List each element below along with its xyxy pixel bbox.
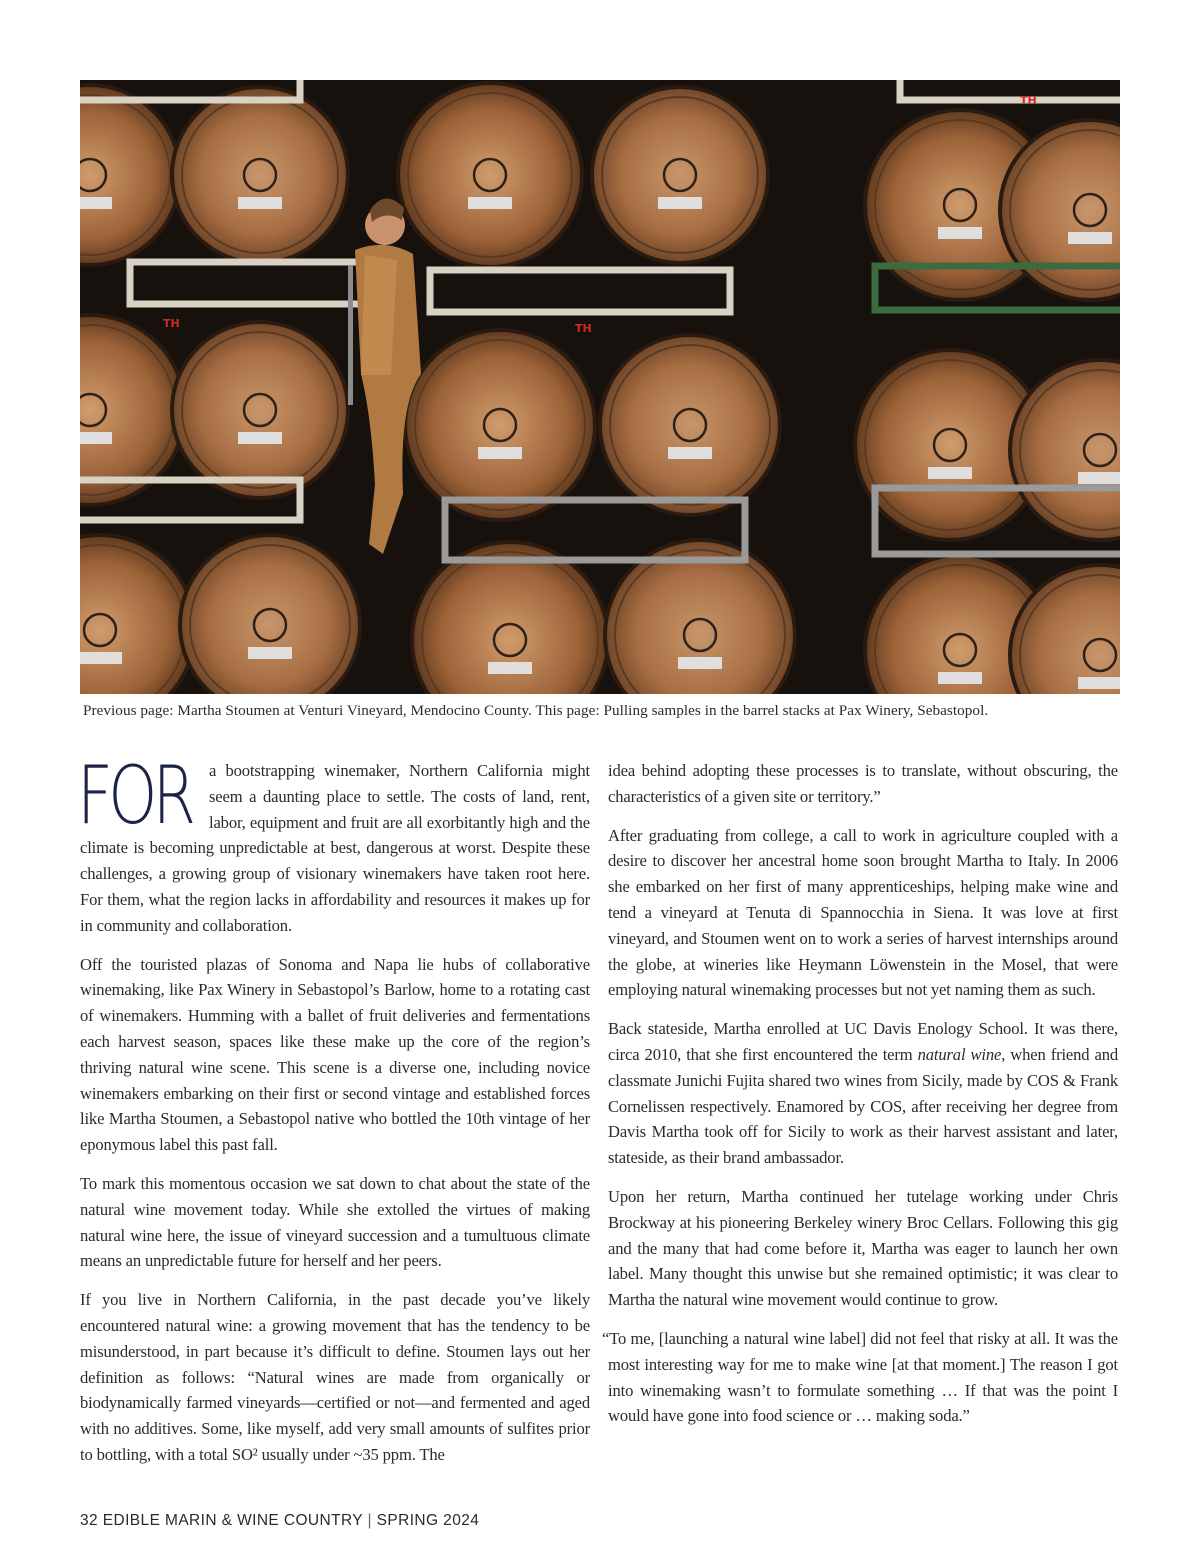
barrel-label: [468, 197, 512, 209]
body-paragraph: Upon her return, Martha continued her tutelage working under Chris Brockway at his pioneering Berkeley winery Broc Cellars. Following this gig and the many that had come before it, Martha was eager to launch her own label. Many thought this unwise but she remained optimistic; it was clear to Martha the natural wine movement would continue to grow.: [608, 1186, 1118, 1310]
barrel-label: [938, 227, 982, 239]
wine-barrel: [172, 322, 348, 498]
emphasis-term: natural wine: [917, 1044, 1002, 1064]
paragraph-text: Back stateside, Martha enrolled at UC Davis Enology School. It was there, circa 2010, that she first encountered the term: [608, 1019, 1118, 1064]
barrel-label: [1078, 677, 1120, 689]
barrel-label: [238, 432, 282, 444]
paragraph-text: a bootstrapping winemaker, Northern California might seem a daunting place to settle. The costs of land, rent, labor, equipment and fruit are all exorbitantly high and the climate is becoming unpredictable at best, dangerous at worst. Despite these challenges, a growing group of visionary winemakers have taken root here. For them, what the region lacks in affordability and resources it makes up for in community and collaboration.: [80, 761, 590, 935]
rack-mark: TH: [163, 317, 180, 330]
wine-barrel: [180, 535, 360, 694]
barrel-label: [80, 652, 122, 664]
body-paragraph: After graduating from college, a call to work in agriculture coupled with a desire to discover her ancestral home soon brought Martha to Italy. In 2006 she embarked on her first of many apprenticeships, helping make wine and tend a vineyard at Tenuta di Spannocchia in Siena. It was love at first vineyard, and Stoumen went on to work a series of harvest internships around the globe, at wineries like Heymann Löwenstein in the Mosel, that were employing natural winemaking processes but not yet naming them as such.: [608, 825, 1118, 1000]
photo-caption: Previous page: Martha Stoumen at Venturi Vineyard, Mendocino County. This page: Pulling samples in the barrel stacks at Pax Winery, Sebastopol.: [83, 702, 989, 719]
wine-barrel: [600, 335, 780, 515]
page-footer: [80, 1512, 479, 1530]
body-paragraph: Off the touristed plazas of Sonoma and Napa lie hubs of collaborative winemaking, like Pax Winery in Sebastopol’s Barlow, home to a rotating cast of winemakers. Humming with a ballet of fruit deliveries and fermentations each harvest season, spaces like these make up the core of the region’s thriving natural wine scene. This scene is a diverse one, including novice winemakers embarking on their first or second vintage and established forces like Martha Stoumen, a Sebastopol native who bottled the 10th vintage of her eponymous label this past fall.: [80, 954, 590, 1155]
barrel-photo-icon: [80, 80, 1120, 694]
wine-barrel: [172, 87, 348, 263]
barrel-label: [928, 467, 972, 479]
rack-mark: TH: [575, 322, 592, 335]
barrel-label: [1068, 232, 1112, 244]
barrel-label: [668, 447, 712, 459]
barrel-label: [80, 197, 112, 209]
body-paragraph: To mark this momentous occasion we sat down to chat about the state of the natural wine movement today. While she extolled the virtues of making natural wine here, the issue of vineyard succession and a tumultuous climate means an unpredictable future for herself and her peers.: [80, 1173, 590, 1271]
barrel-label: [678, 657, 722, 669]
wine-barrel: [398, 83, 582, 267]
wine-barrel: [592, 87, 768, 263]
page-number: 32: [80, 1512, 99, 1529]
body-paragraph: If you live in Northern California, in the past decade you’ve likely encountered natural wine: a growing movement that has the tendency to be misunderstood, in part because it’s difficult to define. Stoumen lays out her definition as follows: “Natural wines are made from organically or biodynamically farmed vineyards—certified or not—and fermented and aged with no additives. Some, like myself, add very small amounts of sulfites prior to bottling, with a total SO² usually under ~35 ppm. The: [80, 1290, 590, 1464]
wine-barrel: [405, 330, 595, 520]
article-column-right: [602, 758, 1118, 1442]
barrel-label: [80, 432, 112, 444]
barrel-label: [658, 197, 702, 209]
barrel-label: [488, 662, 532, 674]
barrel-label: [478, 447, 522, 459]
publication-name: EDIBLE MARIN & WINE COUNTRY: [102, 1512, 363, 1529]
rack-mark: TH: [1020, 94, 1037, 107]
barrel-label: [938, 672, 982, 684]
body-paragraph: [608, 1016, 1118, 1171]
barrel-label: [1078, 472, 1120, 484]
lead-paragraph: [77, 749, 590, 939]
barrel-label: [248, 647, 292, 659]
barrel-label: [238, 197, 282, 209]
pull-quote-paragraph: “To me, [launching a natural wine label] did not feel that risky at all. It was the most interesting way for me to make wine [at that moment.] The reason I got into winemaking wasn’t to formulate something … If that was the point I would have gone into food science or … making soda.”: [602, 1328, 1118, 1426]
drop-cap: FOR: [77, 749, 192, 842]
barrel-photo: [80, 80, 1120, 694]
footer-separator: |: [367, 1512, 372, 1529]
issue-label: SPRING 2024: [376, 1512, 480, 1529]
paragraph-text: , when friend and classmate Junichi Fujita shared two wines from Sicily, made by COS & Frank Cornelissen respectively. Enamored by COS, after receiving her degree from Davis Martha took off for Sicily to work as their harvest assistant and later, stateside, as their brand ambassador.: [608, 1044, 1118, 1168]
article-column-left: [77, 749, 590, 1481]
body-paragraph: idea behind adopting these processes is to translate, without obscuring, the characteristics of a given site or territory.”: [608, 761, 1118, 806]
